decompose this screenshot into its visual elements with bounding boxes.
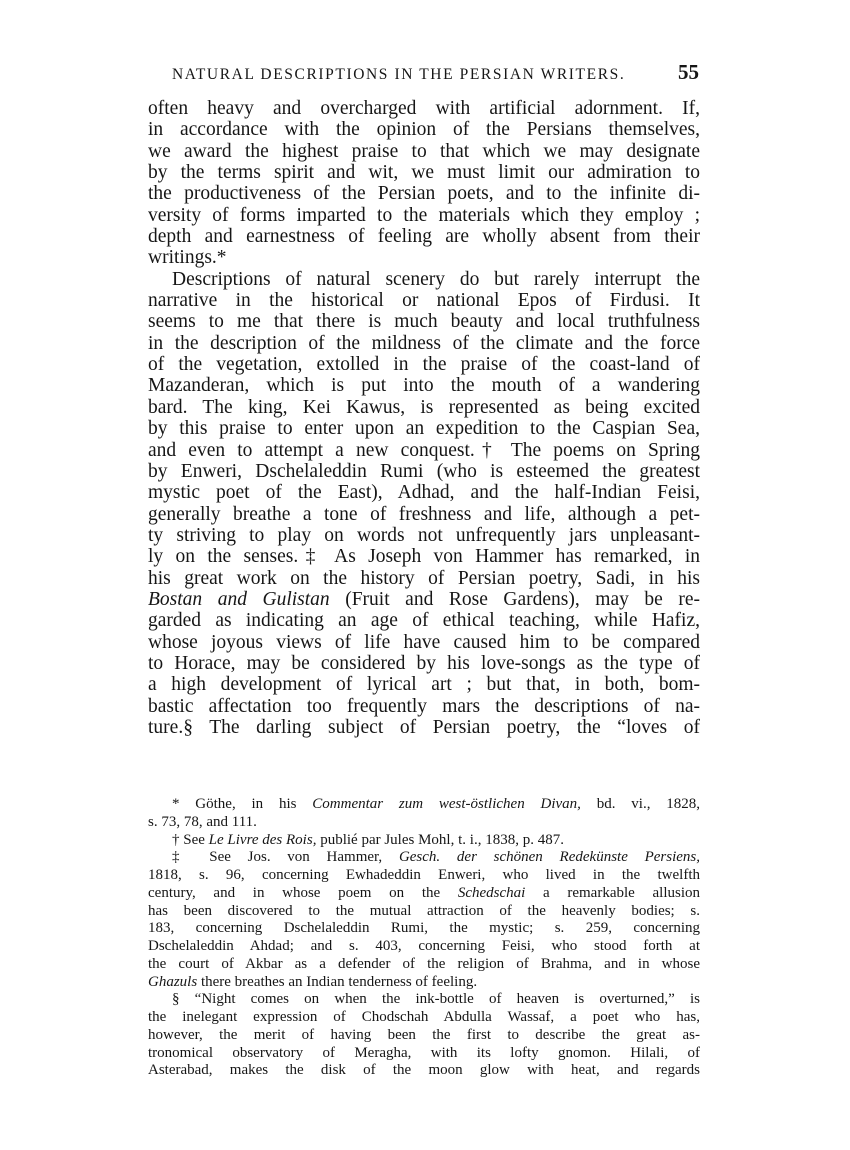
footnote-line (148, 956, 700, 974)
text-line: ly on the senses.‡ As Joseph von Hammer has remarked, in (148, 546, 700, 568)
footnote-line (148, 796, 700, 814)
text-line: Descriptions of natural scenery do but rarely interrupt the (172, 268, 700, 290)
text-line: in accordance with the opinion of the Persians themselves, (148, 119, 700, 141)
text-line: narrative in the historical or national Epos of Firdusi. It (148, 290, 700, 312)
footnote-line (148, 849, 700, 867)
footnote-run: § “Night comes on when the ink-bottle of heaven is overturned,” is (172, 991, 700, 1008)
footnote-line (148, 814, 700, 832)
text-line: seems to me that there is much beauty and local truthfulness (148, 311, 700, 333)
footnote-line (148, 920, 700, 938)
text-line: whose joyous views of life have caused him to be compared (148, 631, 700, 653)
footnote-run: a remarkable allusion (525, 884, 700, 901)
footnote-line (148, 867, 700, 885)
text-line: bard. The king, Kei Kawus, is represented as being excited (148, 396, 700, 418)
footnote-line (148, 903, 700, 921)
footnote-run: s. 73, 78, and 111. (148, 813, 257, 830)
footnote-run: the court of Akbar as a defender of the religion of Brahma, and in whose (148, 955, 700, 972)
running-head (172, 60, 699, 85)
footnote-run: publié par Jules Mohl, t. i., 1838, p. 487. (316, 831, 564, 848)
footnote-italic: Commentar zum west-östlichen Divan, (312, 796, 581, 812)
footnote-run: † See (172, 831, 209, 848)
footnote-run: Asterabad, makes the disk of the moon glow with heat, and regards (148, 1062, 700, 1079)
text-run: (Fruit and Rose Gardens), may be re- (329, 588, 700, 610)
footnote-run: the inelegant expression of Chodschah Abdulla Wassaf, a poet who has, (148, 1009, 700, 1025)
footnote-run: century, and in whose poem on the (148, 884, 458, 901)
text-line: the productiveness of the Persian poets, and to the infinite di- (148, 183, 700, 205)
footnote-line (148, 938, 700, 956)
text-line: bastic affectation too frequently mars the descriptions of na- (148, 695, 700, 717)
footnote-line (148, 974, 700, 992)
text-line: generally breathe a tone of freshness and life, although a pet- (148, 503, 700, 525)
text-line: ty striving to play on words not unfrequently jars unpleasant- (148, 524, 700, 546)
text-line: often heavy and overcharged with artificial adornment. If, (148, 98, 700, 119)
text-line: by Enweri, Dschelaleddin Rumi (who is esteemed the greatest (148, 460, 700, 482)
footnote-run: * Göthe, in his (172, 796, 313, 812)
text-line: mystic poet of the East), Adhad, and the half-Indian Feisi, (148, 482, 700, 504)
text-line: depth and earnestness of feeling are wholly absent from their (148, 226, 700, 248)
footnote-run: Dschelaleddin Ahdad; and s. 403, concerning Feisi, who stood forth at (148, 938, 700, 954)
footnote-run: bd. vi., 1828, (580, 796, 700, 812)
text-line: and even to attempt a new conquest.† The poems on Spring (148, 439, 700, 461)
footnote-italic: Ghazuls (148, 973, 198, 990)
running-title: NATURAL DESCRIPTIONS IN THE PERSIAN WRITERS. (172, 66, 626, 83)
text-line: we award the highest praise to that which we may designate (148, 140, 700, 162)
footnote-run: has been discovered to the mutual attraction of the heavenly bodies; s. (148, 902, 700, 919)
footnote-run: ‡ See Jos. von Hammer, (172, 849, 399, 866)
text-line: Mazanderan, which is put into the mouth of a wandering (148, 375, 700, 397)
text-line: his great work on the history of Persian poetry, Sadi, in his (148, 567, 700, 589)
footnote-line (148, 1045, 700, 1063)
text-line (148, 589, 700, 610)
footnote-line (148, 1062, 700, 1080)
footnote-line (148, 832, 700, 850)
footnote-line (148, 991, 700, 1009)
main-text (148, 98, 700, 738)
text-line: versity of forms imparted to the materials which they employ ; (148, 204, 700, 226)
footnote-italic: Le Livre des Rois, (208, 831, 317, 848)
footnote-italic: Schedschai (457, 884, 526, 901)
footnote-run: 1818, s. 96, concerning Ewhadeddin Enweri, who lived in the twelfth (148, 867, 700, 883)
footnote-italic: Gesch. der schönen Redekünste Persiens, (398, 849, 701, 866)
footnote-line (148, 1009, 700, 1027)
text-line: in the description of the mildness of the climate and the force (148, 332, 700, 354)
footnote-run: there breathes an Indian tenderness of feeling. (197, 973, 478, 990)
text-line: ture.§ The darling subject of Persian poetry, the “loves of (148, 716, 700, 738)
text-line: by the terms spirit and wit, we must limit our admiration to (148, 162, 700, 184)
text-line: by this praise to enter upon an expedition to the Caspian Sea, (148, 418, 700, 440)
footnotes (148, 796, 700, 1080)
footnote-line (148, 1027, 700, 1045)
text-line: garded as indicating an age of ethical teaching, while Hafiz, (148, 610, 700, 632)
text-line: to Horace, may be considered by his love-songs as the type of (148, 652, 700, 674)
footnote-run: 183, concerning Dschelaleddin Rumi, the mystic; s. 259, concerning (148, 920, 700, 937)
text-line: writings.* (148, 247, 227, 269)
italic-title: Bostan and Gulistan (148, 588, 330, 610)
text-line: of the vegetation, extolled in the praise of the coast-land of (148, 354, 700, 376)
text-line: a high development of lyrical art ; but that, in both, bom- (148, 674, 700, 696)
page-number: 55 (678, 60, 699, 84)
footnote-line (148, 885, 700, 903)
footnote-run: tronomical observatory of Meragha, with its lofty gnomon. Hilali, of (148, 1044, 700, 1061)
footnote-run: however, the merit of having been the first to describe the great as- (148, 1026, 700, 1043)
